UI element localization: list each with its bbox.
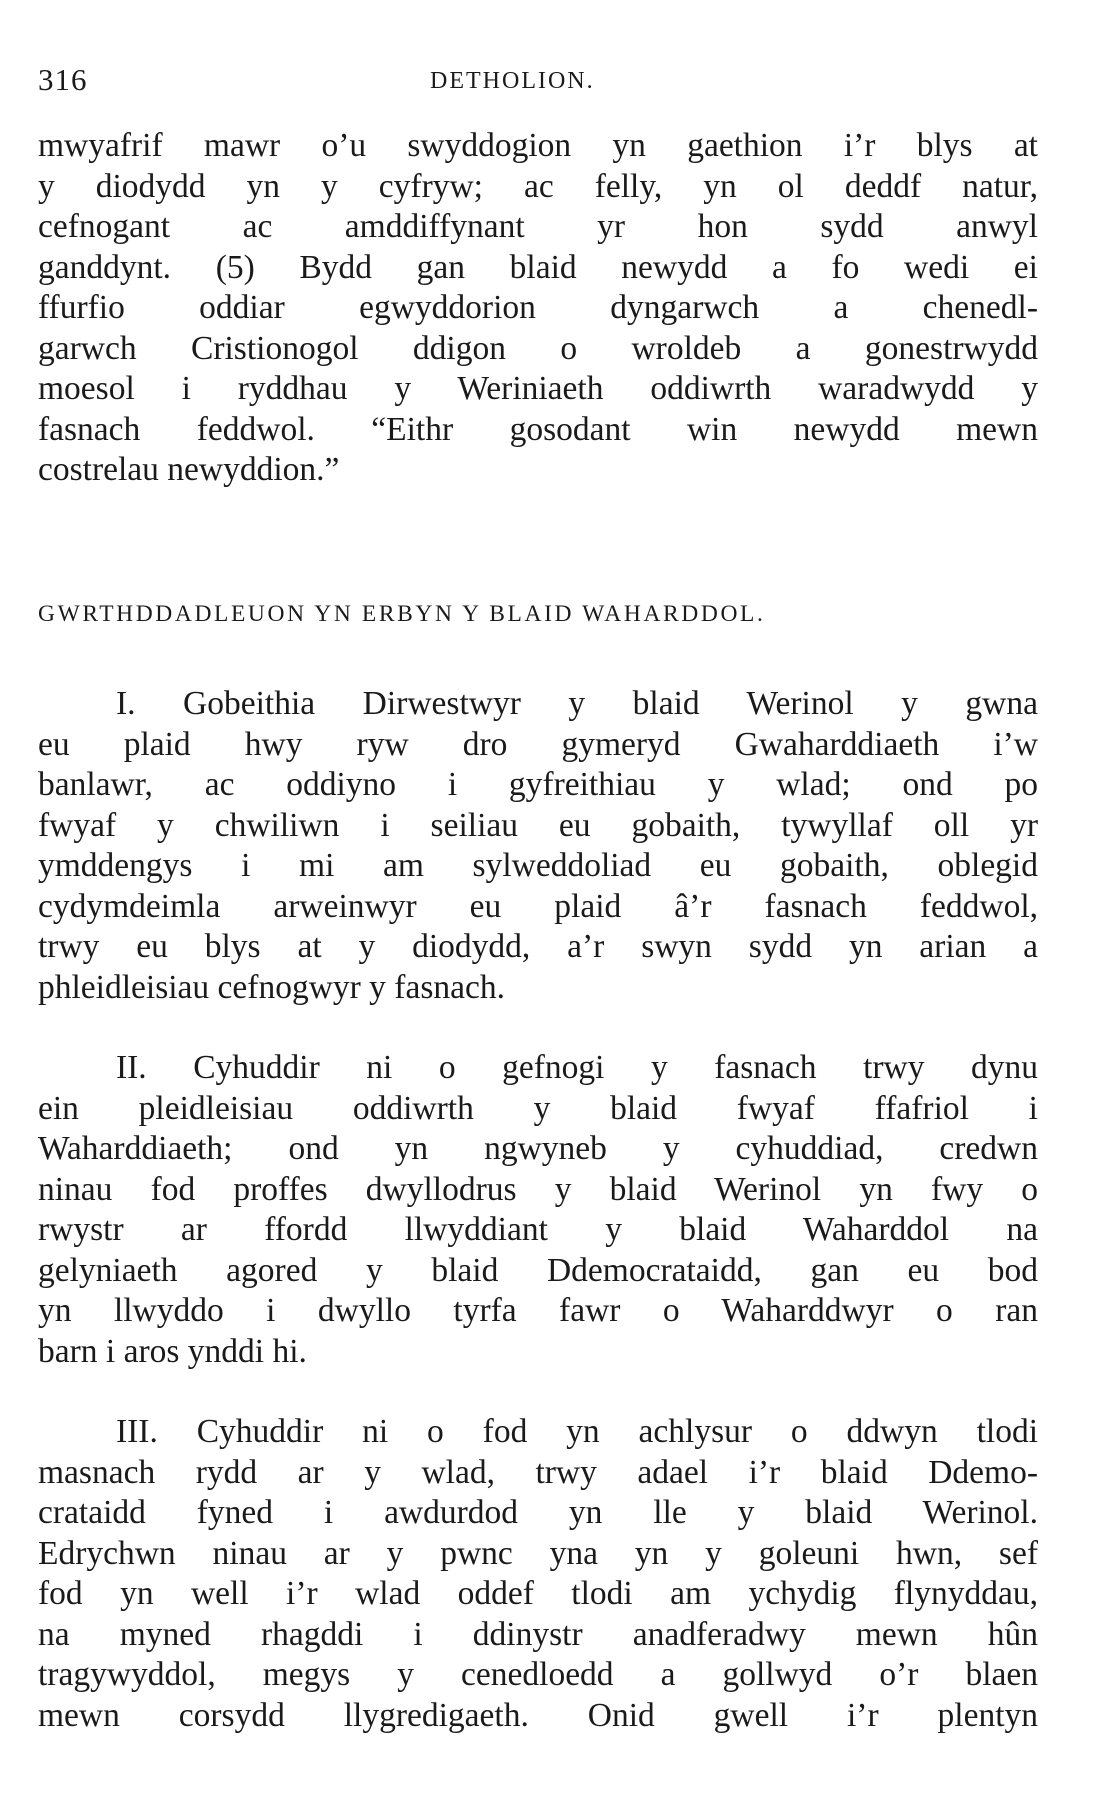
text-line: I. Gobeithia Dirwestwyr y blaid Werinol y gwna [116, 685, 1038, 722]
text-line: banlawr, ac oddiyno i gyfreithiau y wlad; ond po [38, 766, 1038, 803]
section-heading: GWRTHDDADLEUON YN ERBYN Y BLAID WAHARDDOL. [38, 601, 766, 627]
text-line: ein pleidleisiau oddiwrth y blaid fwyaf ffafriol i [38, 1089, 1038, 1127]
text-line: yn llwyddo i dwyllo tyrfa fawr o Waharddwyr o ran [38, 1292, 1038, 1329]
intro-paragraph [38, 126, 1038, 491]
text-line: masnach rydd ar y wlad, trwy adael i’r blaid Ddemo- [38, 1453, 1038, 1491]
page-number: 316 [38, 62, 88, 97]
text-line: na myned rhagddi i ddinystr anadferadwy mewn hûn [38, 1615, 1038, 1653]
text-line: eu plaid hwy ryw dro gymeryd Gwaharddiaeth i’w [38, 725, 1038, 763]
text-line: ganddynt. (5) Bydd gan blaid newydd a fo wedi ei [38, 248, 1038, 286]
text-line: barn i aros ynddi hi. [38, 1332, 307, 1370]
text-line: ninau fod proffes dwyllodrus y blaid Werinol yn fwy o [38, 1170, 1038, 1208]
text-line: III. Cyhuddir ni o fod yn achlysur o ddwyn tlodi [116, 1413, 1038, 1450]
text-line: cydymdeimla arweinwyr eu plaid â’r fasnach feddwol, [38, 887, 1038, 925]
book-page [38, 0, 1038, 1820]
text-line: garwch Cristionogol ddigon o wroldeb a gonestrwydd [38, 329, 1038, 367]
text-line: ffurfio oddiar egwyddorion dyngarwch a chenedl- [38, 289, 1038, 326]
text-line: rwystr ar ffordd llwyddiant y blaid Waharddol na [38, 1211, 1038, 1248]
text-line: II. Cyhuddir ni o gefnogi y fasnach trwy dynu [116, 1049, 1038, 1086]
paragraph-1 [38, 684, 1038, 1008]
text-line: trwy eu blys at y diodydd, a’r swyn sydd yn arian a [38, 928, 1038, 965]
text-line: y diodydd yn y cyfryw; ac felly, yn ol deddf natur, [38, 167, 1038, 205]
text-line: fasnach feddwol. “Eithr gosodant win newydd mewn [38, 410, 1038, 448]
text-line: fwyaf y chwiliwn i seiliau eu gobaith, tywyllaf oll yr [38, 806, 1038, 844]
running-title: DETHOLION. [430, 68, 595, 94]
text-line: mwyafrif mawr o’u swyddogion yn gaethion i’r blys at [38, 127, 1038, 164]
text-line: fod yn well i’r wlad oddef tlodi am ychydig flynyddau, [38, 1575, 1038, 1612]
text-line: moesol i ryddhau y Weriniaeth oddiwrth waradwydd y [38, 370, 1038, 407]
text-line: ymddengys i mi am sylweddoliad eu gobaith, oblegid [38, 847, 1038, 884]
paragraph-2 [38, 1048, 1038, 1372]
text-line: crataidd fyned i awdurdod yn lle y blaid Werinol. [38, 1494, 1038, 1531]
paragraph-3 [38, 1412, 1038, 1736]
text-line: Waharddiaeth; ond yn ngwyneb y cyhuddiad, credwn [38, 1130, 1038, 1167]
text-line: costrelau newyddion.” [38, 451, 340, 488]
text-line: gelyniaeth agored y blaid Ddemocrataidd, gan eu bod [38, 1251, 1038, 1289]
text-line: mewn corsydd llygredigaeth. Onid gwell i’r plentyn [38, 1696, 1038, 1734]
text-line: Edrychwn ninau ar y pwnc yna yn y goleuni hwn, sef [38, 1534, 1038, 1572]
page-header [38, 62, 1038, 102]
text-line: cefnogant ac amddiffynant yr hon sydd anwyl [38, 208, 1038, 245]
text-line: tragywyddol, megys y cenedloedd a gollwyd o’r blaen [38, 1656, 1038, 1693]
text-line: phleidleisiau cefnogwyr y fasnach. [38, 968, 505, 1006]
